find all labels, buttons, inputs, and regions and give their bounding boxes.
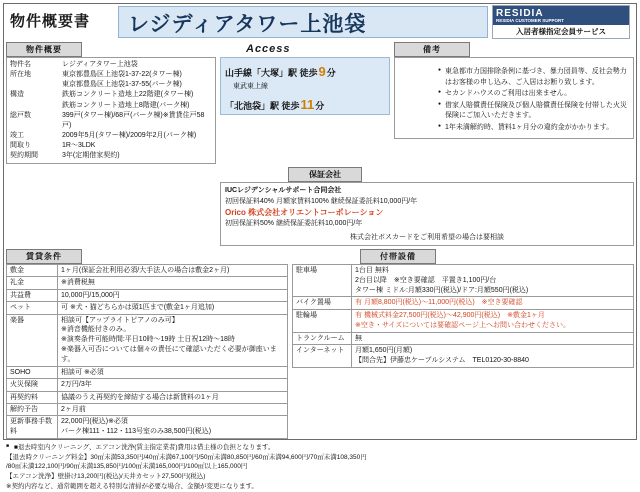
guarantee-note: 株式会社ボスカードをご利用希望の場合は要相談 <box>350 233 504 241</box>
outline-row <box>10 60 212 70</box>
guarantee-fee-orico: 初回保証料50% 継続保証委託料10,000円/年 <box>225 220 363 228</box>
table-row <box>7 289 288 301</box>
guarantee-row <box>225 207 629 219</box>
table-row <box>293 310 634 333</box>
outline-key: 竣工 <box>10 131 24 139</box>
equipment-value-line: 2台目以降 ※空き要確認 平置き1,100円/台 <box>355 276 497 284</box>
outline-value: 399戸(タワー棟)/68戸(パーク棟)※賃貸住戸58戸) <box>62 111 205 129</box>
list-item: ● 1年未満解約時、賃料1ヶ月分の違約金がかかります。 <box>438 123 630 134</box>
rent-value: 2ヶ月前 <box>58 403 288 415</box>
rent-value: 1ヶ月(保証会社利用必須/大手法人の場合は敷金2ヶ月) <box>58 264 288 276</box>
outline-key: 間取り <box>10 142 31 150</box>
guarantee-company-orico: Orico 株式会社オリエントコーポレーション <box>225 208 384 218</box>
access-box <box>220 57 390 115</box>
footnote-line: ■ ■退去時室内クリーニング、エアコン洗浄(賃主指定業者)費用は借主様の負担となります。 <box>6 443 634 453</box>
access-line-suffix: 分 <box>315 101 325 111</box>
outline-value: 鉄筋コンクリート造地上22階建(タワー棟) <box>62 91 194 99</box>
rent-value: 10,000円/15,000円 <box>58 289 288 301</box>
table-row <box>7 416 288 439</box>
outline-value: 鉄筋コンクリート造地上8階建(パーク棟) <box>62 101 190 109</box>
outline-key: 所在地 <box>10 71 31 79</box>
rent-table <box>6 264 288 439</box>
guarantee-section <box>6 167 634 246</box>
outline-value: 東京都豊島区上池袋1-37-22(タワー棟) <box>62 71 182 79</box>
access-column <box>220 42 390 164</box>
access-line <box>225 64 385 79</box>
outline-key: 物件名 <box>10 61 31 68</box>
table-row <box>7 277 288 289</box>
access-line-prefix: 「北池袋」駅 徒歩 <box>225 101 300 111</box>
table-row <box>293 264 634 296</box>
list-item: ● 東急都市力国排除条例に基づき、暴力団員等、反社会勢力はお客様の申し込み、ご入居はお断り致します。 <box>438 67 630 88</box>
footnote-line: ※契約内容など、通常範囲を超える特別な清掃が必要な場合、金額が変更になります。 <box>6 482 258 490</box>
outline-value: 東京都豊島区上池袋1-37-55(パーク棟) <box>62 81 182 89</box>
page-title: レジディアタワー上池袋 <box>128 12 367 36</box>
table-row <box>7 314 288 366</box>
outline-value: 1R～3LDK <box>62 142 96 150</box>
equipment-value <box>352 310 634 333</box>
outline-row <box>10 111 212 131</box>
outline-row <box>10 141 212 151</box>
equipment-value: 無 <box>352 332 634 345</box>
table-row <box>7 391 288 403</box>
outline-row <box>10 80 212 90</box>
access-minutes: 9 <box>318 64 326 79</box>
outline-box <box>6 57 216 164</box>
remarks-column <box>394 42 634 164</box>
equipment-key: バイク置場 <box>293 297 352 310</box>
table-row <box>7 379 288 391</box>
table-row <box>293 332 634 345</box>
rent-key: 礼金 <box>7 277 58 289</box>
equipment-key: インターネット <box>293 345 352 368</box>
rent-key: 楽器 <box>7 314 58 366</box>
rent-key: 敷金 <box>7 264 58 276</box>
outline-key: 構造 <box>10 91 24 99</box>
list-item: ● 借家人賠償責任保険及び個人賠償責任保険を付帯した火災保険にご加入いただきます。 <box>438 101 630 122</box>
remarks-list <box>398 67 630 133</box>
access-heading: Access <box>246 43 291 55</box>
table-row <box>7 302 288 314</box>
document-kind: 物件概要書 <box>10 12 91 30</box>
guarantee-column <box>220 167 634 246</box>
rent-value: 可 ※犬・猫どちらかは頭1匹まで(敷金1ヶ月追加) <box>58 302 288 314</box>
remarks-heading: 備考 <box>394 42 470 57</box>
rent-key: 解約予告 <box>7 403 58 415</box>
guarantee-spacer <box>6 167 216 246</box>
equipment-key: 駐輪場 <box>293 310 352 333</box>
rent-value: 協議のうえ再契約を締結する場合は新賃料の1ヶ月 <box>58 391 288 403</box>
logo-brand: RESIDIA <box>496 8 544 19</box>
remarks-box <box>394 57 634 139</box>
logo-top <box>493 6 629 25</box>
rent-value-line: ※演奏条件可能時間:平日10時～19時 土日祝12時～18時 <box>61 336 235 344</box>
footnotes <box>6 443 634 492</box>
equipment-value: 有 月額8,800円(税込)～11,000円(税込) ※空き要確認 <box>352 297 634 310</box>
logo-subtitle: RESIDIA CUSTOMER SUPPORT <box>496 18 565 23</box>
rent-value-line: パーク棟111・112・113号室のみ38,500円(税込) <box>61 428 212 436</box>
equipment-key: 駐車場 <box>293 264 352 296</box>
outline-key: 契約期間 <box>10 152 38 160</box>
rent-key: 火災保険 <box>7 379 58 391</box>
outline-row <box>10 90 212 100</box>
equipment-value-line: 1台目 無料 <box>355 266 389 274</box>
rent-key: 更新事務手数料 <box>7 416 58 439</box>
residia-logo <box>492 5 630 39</box>
rent-key: 再契約料 <box>7 391 58 403</box>
rent-value: 相談可 ※必須 <box>58 366 288 378</box>
outline-column <box>6 42 216 164</box>
equipment-heading: 付帯設備 <box>360 249 436 264</box>
guarantee-heading: 保証会社 <box>288 167 362 182</box>
equipment-value-line: 月額1,650円(月額) <box>355 347 413 355</box>
footnote-line: 【退去時クリーニング料金】30㎡未満53,350円/40㎡未満67,100円/50㎡未満80,850円/60㎡未満94,600円/70㎡未満108,350円 <box>6 453 367 461</box>
equipment-value <box>352 345 634 368</box>
rent-key: SOHO <box>7 366 58 378</box>
access-minutes: 11 <box>300 97 315 112</box>
rent-value-line: ※楽器入可否については個々の責任にて確認いただく必要が御座います。 <box>61 346 277 363</box>
guarantee-company-iuc: IUCレジデンシャルサポート合同会社 <box>225 187 342 195</box>
access-line-suffix: 分 <box>326 68 336 78</box>
table-row <box>7 366 288 378</box>
equipment-key: トランクルーム <box>293 332 352 345</box>
equipment-value <box>352 264 634 296</box>
list-item: ● セカンドハウスのご利用は出来ません。 <box>438 89 630 100</box>
footnote-line: 【エアコン洗浄】壁掛け13,200円(税込)/天井カセット27,500円(税込) <box>6 473 206 481</box>
guarantee-row <box>225 197 629 208</box>
outline-value: 2009年5月(タワー棟)/2009年2月(パーク棟) <box>62 131 197 139</box>
equipment-column <box>292 249 634 439</box>
rent-heading: 賃貸条件 <box>6 249 82 264</box>
equipment-value-line: 【問合先】伊藤忠ケーブルシステム TEL0120-30-8840 <box>355 357 529 365</box>
rent-column <box>6 249 288 439</box>
guarantee-box <box>220 182 634 246</box>
document-header <box>6 4 634 40</box>
rent-key: ペット <box>7 302 58 314</box>
logo-bottom-label: 入居者様指定会員サービス <box>516 26 606 36</box>
rent-value: ※消費税無 <box>58 277 288 289</box>
outline-row <box>10 101 212 111</box>
outline-key <box>10 101 62 111</box>
table-row <box>293 345 634 368</box>
equipment-table <box>292 264 634 368</box>
rent-value-line: ※消音機能付きのみ。 <box>61 326 131 334</box>
outline-key <box>10 80 62 90</box>
outline-key: 総戸数 <box>10 111 31 119</box>
outline-heading: 物件概要 <box>6 42 82 57</box>
upper-section <box>6 42 634 164</box>
outline-value: レジディアタワー上池袋 <box>62 61 138 68</box>
equipment-value-line: 有 機械式料金27,500円(税込)～42,900円(税込) ※敷金1ヶ月 <box>355 312 545 320</box>
rent-value-line: 相談可【アップライトピアノのみ可】 <box>61 316 179 324</box>
outline-row <box>10 70 212 80</box>
table-row <box>7 403 288 415</box>
outline-row <box>10 151 212 161</box>
guarantee-fee-iuc: 初回保証料40% 月額家賃料100% 継続保証委託料10,000円/年 <box>225 197 418 205</box>
table-row <box>7 264 288 276</box>
outline-row <box>10 131 212 141</box>
rent-value <box>58 416 288 439</box>
footnote-line: /80㎡未満122,100円/90㎡未満135,850円/100㎡未満165,000円/100㎡以上165,000円 <box>6 463 248 471</box>
access-line-prefix: 山手線「大塚」駅 徒歩 <box>225 68 318 78</box>
guarantee-row <box>225 186 629 197</box>
access-sub-line: 東武東上線 <box>233 83 268 90</box>
equipment-value-line: ※空き・サイズについては要確認ページ上へお問い合わせください。 <box>355 321 571 329</box>
rent-value <box>58 314 288 366</box>
outline-value: 3年(定期借家契約) <box>62 152 120 160</box>
table-row <box>293 297 634 310</box>
rent-key: 共益費 <box>7 289 58 301</box>
lower-section <box>6 249 634 439</box>
rent-value: 2万円/3年 <box>58 379 288 391</box>
guarantee-row <box>225 219 629 230</box>
equipment-value-line: タワー棟 ミドル:月額330円(税込)/ドア:月額550円(税込) <box>355 286 529 294</box>
access-line <box>225 97 385 112</box>
rent-value-line: 22,000円(税込)※必須 <box>61 418 128 426</box>
